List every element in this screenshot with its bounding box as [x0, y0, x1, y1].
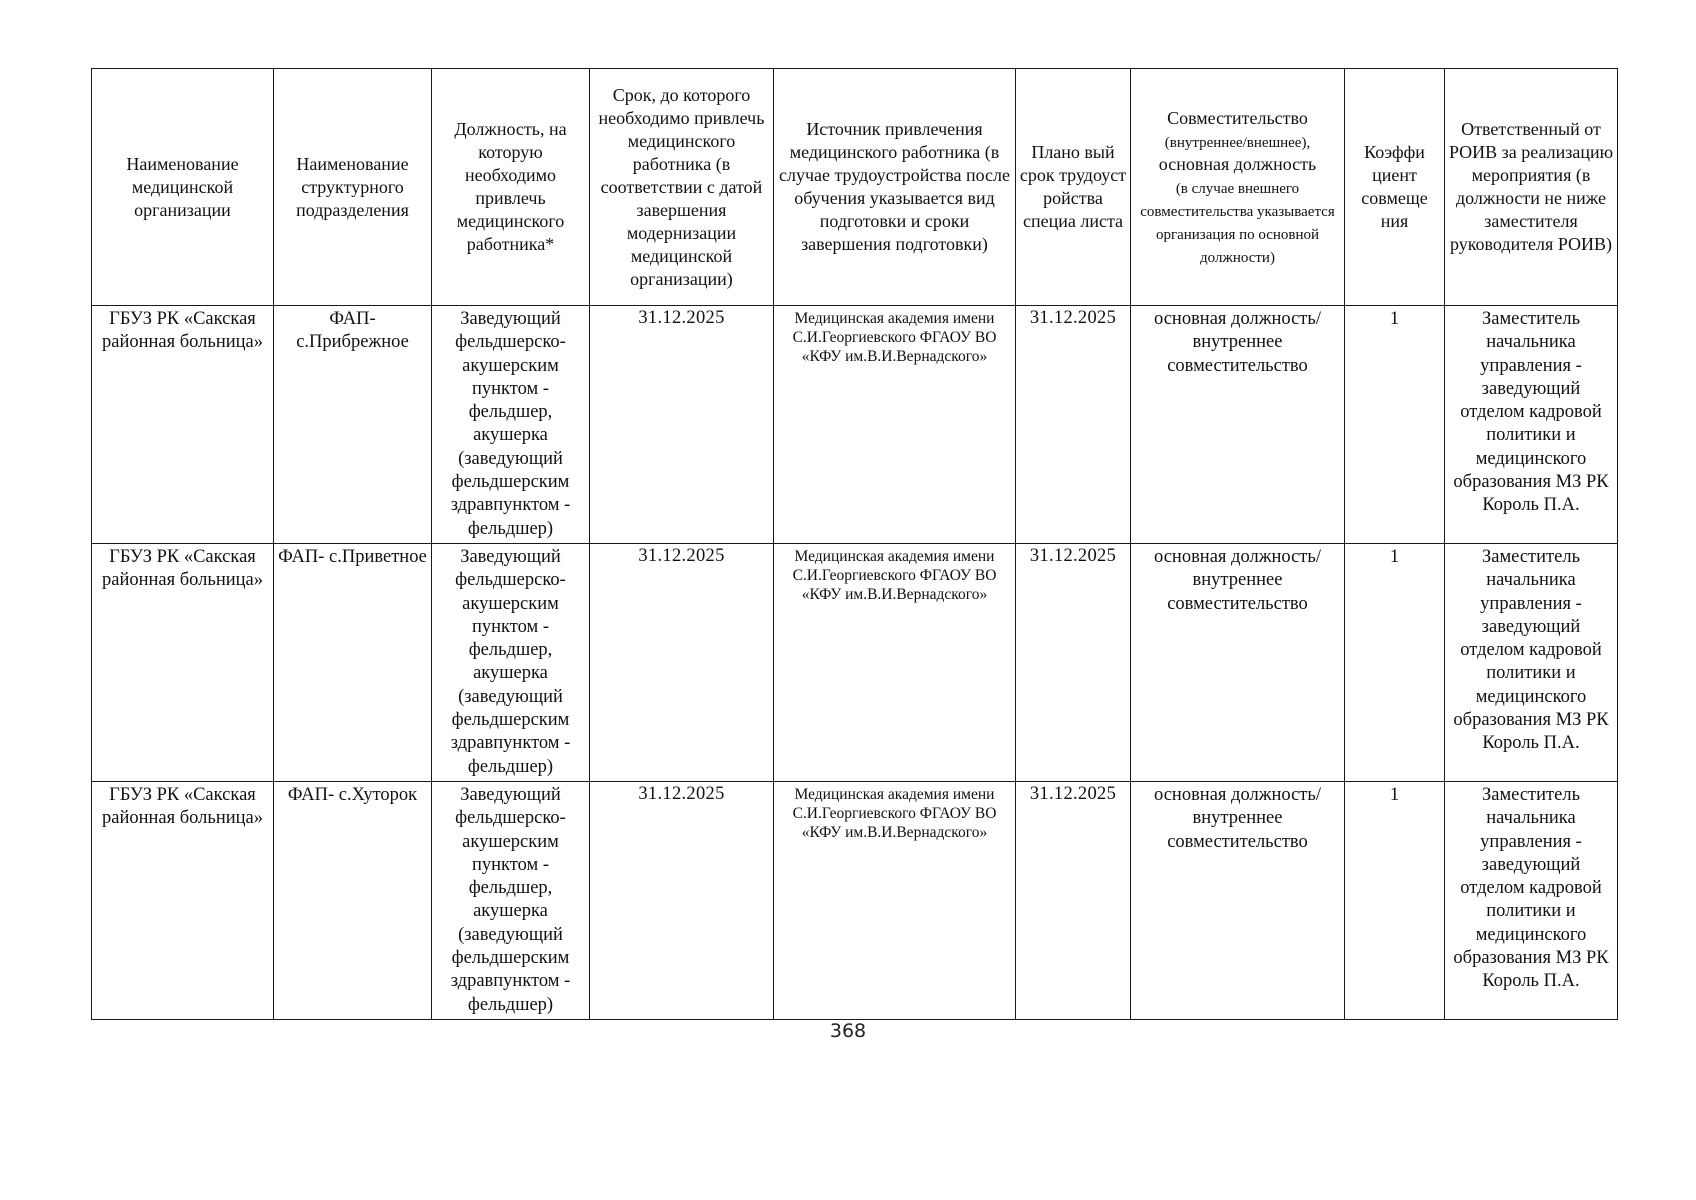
table-header-row — [92, 69, 1618, 306]
cell-division: ФАП- с.Прибрежное — [274, 306, 432, 544]
cell-source: Медицинская академия имени С.И.Георгиевского ФГАОУ ВО «КФУ им.В.И.Вернадского» — [774, 543, 1016, 781]
header-combination-type: (внутреннее/внешнее), — [1164, 134, 1311, 151]
cell-org-name: ГБУЗ РК «Сакская районная больница» — [92, 781, 274, 1019]
header-source: Источник привлечения медицинского работника (в случае трудоустройства после обучения указывается вид подготовки и сроки завершения подготовки) — [774, 69, 1016, 306]
header-combination-note: (в случае внешнего совместительства указывается организация по основной должности) — [1140, 180, 1335, 266]
cell-coefficient: 1 — [1345, 543, 1445, 781]
staffing-table — [91, 68, 1618, 1020]
page-number: 368 — [829, 1020, 867, 1042]
header-deadline: Срок, до которого необходимо привлечь медицинского работника (в соответствии с датой завершения модернизации медицинской организации) — [590, 69, 774, 306]
cell-planned-date: 31.12.2025 — [1016, 781, 1131, 1019]
table-row — [92, 306, 1618, 544]
header-responsible: Ответственный от РОИВ за реализацию мероприятия (в должности не ниже заместителя руководителя РОИВ) — [1445, 69, 1618, 306]
cell-source: Медицинская академия имени С.И.Георгиевского ФГАОУ ВО «КФУ им.В.И.Вернадского» — [774, 306, 1016, 544]
cell-division: ФАП- с.Приветное — [274, 543, 432, 781]
cell-coefficient: 1 — [1345, 306, 1445, 544]
cell-planned-date: 31.12.2025 — [1016, 306, 1131, 544]
header-position: Должность, на которую необходимо привлечь медицинского работника* — [432, 69, 590, 306]
header-combination — [1131, 69, 1345, 306]
cell-source: Медицинская академия имени С.И.Георгиевского ФГАОУ ВО «КФУ им.В.И.Вернадского» — [774, 781, 1016, 1019]
cell-planned-date: 31.12.2025 — [1016, 543, 1131, 781]
header-division: Наименование структурного подразделения — [274, 69, 432, 306]
cell-responsible: Заместитель начальника управления - заведующий отделом кадровой политики и медицинского образования МЗ РК Король П.А. — [1445, 543, 1618, 781]
cell-combination: основная должность/ внутреннее совместительство — [1131, 781, 1345, 1019]
cell-position: Заведующий фельдшерско-акушерским пунктом - фельдшер, акушерка (заведующий фельдшерским здравпунктом - фельдшер) — [432, 306, 590, 544]
cell-responsible: Заместитель начальника управления - заведующий отделом кадровой политики и медицинского образования МЗ РК Король П.А. — [1445, 306, 1618, 544]
cell-coefficient: 1 — [1345, 781, 1445, 1019]
cell-position: Заведующий фельдшерско-акушерским пунктом - фельдшер, акушерка (заведующий фельдшерским здравпунктом - фельдшер) — [432, 543, 590, 781]
cell-deadline: 31.12.2025 — [590, 543, 774, 781]
cell-org-name: ГБУЗ РК «Сакская районная больница» — [92, 306, 274, 544]
cell-deadline: 31.12.2025 — [590, 306, 774, 544]
header-planned-date: Плано вый срок трудоуст ройства специа листа — [1016, 69, 1131, 306]
table-row — [92, 543, 1618, 781]
cell-responsible: Заместитель начальника управления - заведующий отделом кадровой политики и медицинского образования МЗ РК Король П.А. — [1445, 781, 1618, 1019]
table-row — [92, 781, 1618, 1019]
header-combination-main-position: основная должность — [1158, 153, 1317, 174]
header-combination-main: Совместительство — [1167, 107, 1308, 128]
cell-division: ФАП- с.Хуторок — [274, 781, 432, 1019]
header-org-name: Наименование медицинской организации — [92, 69, 274, 306]
cell-org-name: ГБУЗ РК «Сакская районная больница» — [92, 543, 274, 781]
cell-position: Заведующий фельдшерско-акушерским пунктом - фельдшер, акушерка (заведующий фельдшерским здравпунктом - фельдшер) — [432, 781, 590, 1019]
cell-combination: основная должность/ внутреннее совместительство — [1131, 306, 1345, 544]
header-coefficient: Коэффи циент совмеще ния — [1345, 69, 1445, 306]
cell-deadline: 31.12.2025 — [590, 781, 774, 1019]
cell-combination: основная должность/ внутреннее совместительство — [1131, 543, 1345, 781]
